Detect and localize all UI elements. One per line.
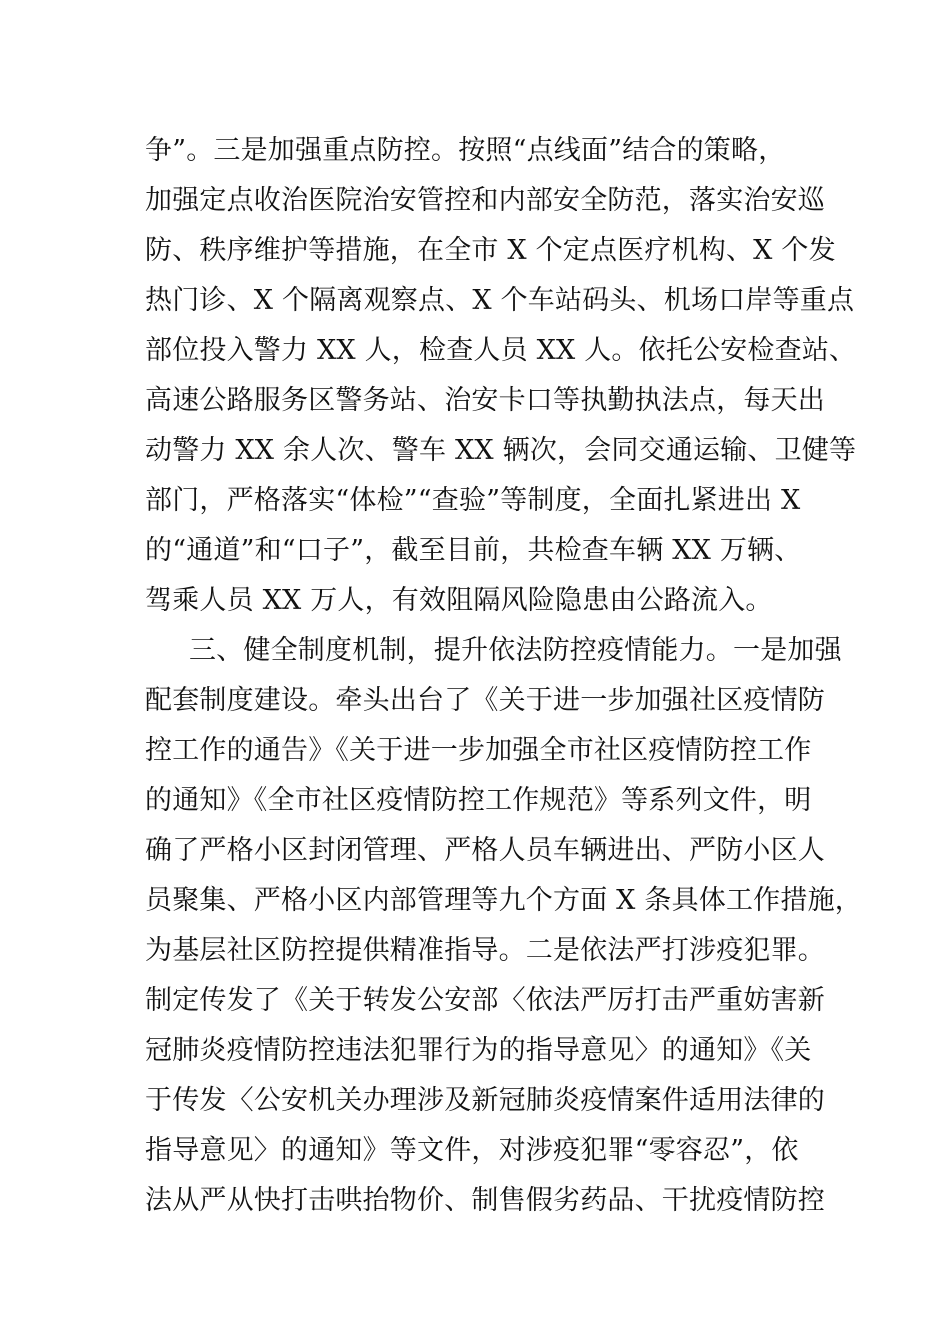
text-line: 确了严格小区封闭管理、严格人员车辆进出、严防小区人 xyxy=(145,835,825,866)
text-line: 控工作的通告》《关于进一步加强全市社区疫情防控工作 xyxy=(145,735,812,766)
text-line: 争”。三是加强重点防控。按照“点线面”结合的策略， xyxy=(145,135,786,166)
text-line: 冠肺炎疫情防控违法犯罪行为的指导意见〉的通知》《关 xyxy=(145,1035,812,1066)
text-line: 于传发〈公安机关办理涉及新冠肺炎疫情案件适用法律的 xyxy=(145,1085,825,1116)
text-line: 的通知》《全市社区疫情防控工作规范》等系列文件，明 xyxy=(145,785,812,816)
text-line: 动警力 XX 余人次、警车 XX 辆次，会同交通运输、卫健等 xyxy=(145,435,857,466)
text-line: 高速公路服务区警务站、治安卡口等执勤执法点，每天出 xyxy=(145,385,825,416)
section-heading-line: 三、健全制度机制，提升依法防控疫情能力。一是加强 xyxy=(189,635,842,666)
text-line: 法从严从快打击哄抬物价、制售假劣药品、干扰疫情防控 xyxy=(145,1185,825,1216)
text-line: 制定传发了《关于转发公安部〈依法严厉打击严重妨害新 xyxy=(145,985,825,1016)
text-line: 部门，严格落实“体检”“查验”等制度，全面扎紧进出 X xyxy=(145,485,801,516)
text-line: 配套制度建设。牵头出台了《关于进一步加强社区疫情防 xyxy=(145,685,825,716)
text-line: 指导意见〉的通知》等文件，对涉疫犯罪“零容忍”，依 xyxy=(145,1135,799,1166)
text-line: 驾乘人员 XX 万人，有效阻隔风险隐患由公路流入。 xyxy=(145,585,773,616)
text-line: 加强定点收治医院治安管控和内部安全防范，落实治安巡 xyxy=(145,185,825,216)
text-line: 的“通道”和“口子”，截至目前，共检查车辆 XX 万辆、 xyxy=(145,535,802,566)
body-text xyxy=(145,126,862,1226)
text-line: 为基层社区防控提供精准指导。二是依法严打涉疫犯罪。 xyxy=(145,935,825,966)
text-line: 热门诊、X 个隔离观察点、X 个车站码头、机场口岸等重点 xyxy=(145,285,855,316)
text-line: 部位投入警力 XX 人，检查人员 XX 人。依托公安检查站、 xyxy=(145,335,857,366)
text-line: 防、秩序维护等措施，在全市 X 个定点医疗机构、X 个发 xyxy=(145,235,836,266)
text-line: 员聚集、严格小区内部管理等九个方面 X 条具体工作措施， xyxy=(145,885,862,916)
